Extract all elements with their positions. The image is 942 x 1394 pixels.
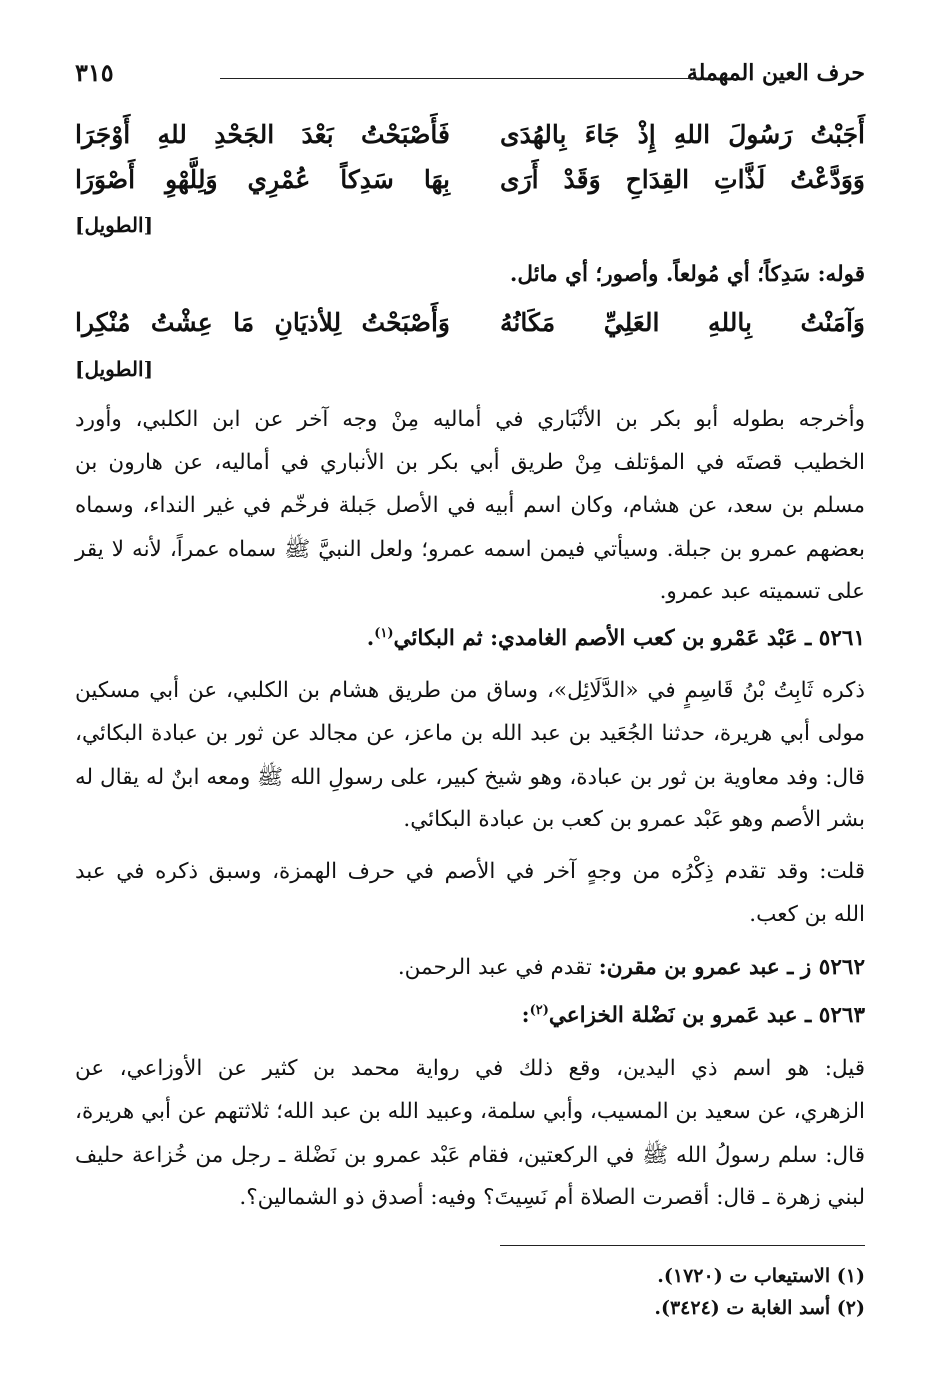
entry-heading-text: ٥٢٦١ ـ عَبْد عَمْرو بن كعب الأصم الغامدي: ثم البكائي xyxy=(393,626,865,652)
entry-heading xyxy=(75,626,865,651)
entry-heading-text: ٥٢٦٢ ز ـ عبد عمرو بن مقرن: xyxy=(598,955,865,980)
poem-verse xyxy=(75,120,865,164)
entry-heading xyxy=(75,1003,865,1028)
chapter-title: حرف العين المهملة xyxy=(686,60,865,86)
paragraph-line: لبني زهرة ـ قال: أقصرت الصلاة أم نَسِيتَ؟ وفيه: أصدق ذو الشمالين؟. xyxy=(239,1185,865,1210)
footnote-ref: (١) xyxy=(374,626,394,641)
header-rule xyxy=(220,78,700,79)
running-header xyxy=(75,58,865,92)
verse-second-hemistich: بِهَا سَدِكاً عُمْرِي وَلِلَّهْوِ أَصْوَرَا xyxy=(75,165,450,194)
paragraph-line: بعضهم عمرو بن جبلة. وسيأتي فيمن اسمه عمرو؛ ولعل النبيَّ ﷺ سماه عمراً، لأنه لا يقر xyxy=(75,537,865,562)
poem-verse xyxy=(75,308,865,352)
verse-first-hemistich: أَجَبْتُ رَسُولَ اللهِ إِذْ جَاءَ بِالهُدَى xyxy=(500,120,865,149)
paragraph-line: مولى أبي هريرة، حدثنا الجُعَيد بن عبد الله بن ماعز، عن مجالد عن ثور بن عبادة البكائي، xyxy=(75,721,865,746)
entry-text: تقدم في عبد الرحمن. xyxy=(397,955,592,980)
paragraph-line: مسلم بن سعد، عن هشام، وكان اسم أبيه في الأصل جَبلة فرخّم في غير النداء، وسماه xyxy=(75,493,865,518)
page-number: ٣١٥ xyxy=(75,58,114,87)
heading-end: : xyxy=(521,1003,530,1029)
footnote-rule xyxy=(500,1245,865,1246)
footnote: (٢) أسد الغابة ت (٣٤٢٤). xyxy=(654,1297,865,1319)
verse-first-hemistich: وَآمَنْتُ بِاللهِ العَلِيِّ مَكَانُهُ xyxy=(500,308,865,337)
paragraph-line: قال: سلم رسولُ الله ﷺ في الركعتين، فقام عَبْد عمرو بن نَضْلة ـ رجل من خُزاعة حليف xyxy=(75,1143,865,1168)
paragraph-line: قال: وفد معاوية بن ثور بن عبادة، وهو شيخ كبير، على رسولِ الله ﷺ ومعه ابنٌ له يقال له xyxy=(75,765,865,790)
poem-meter: [الطويل] xyxy=(75,357,154,381)
footnote: (١) الاستيعاب ت (١٧٢٠). xyxy=(657,1265,865,1287)
heading-end: . xyxy=(366,626,375,652)
paragraph-line: الزهري، عن سعيد بن المسيب، وأبي سلمة، وعبيد الله بن عبد الله؛ ثلاثتهم عن أبي هريرة، xyxy=(75,1099,865,1124)
entry-heading-text: ٥٢٦٣ ـ عبد عَمرو بن نَضْلة الخزاعي xyxy=(548,1003,865,1029)
gloss-line: قوله: سَدِكاً؛ أي مُولعاً. وأصور؛ أي مائل. xyxy=(509,262,865,287)
footnote-ref: (٢) xyxy=(529,1003,549,1018)
poem-verse xyxy=(75,165,865,209)
verse-second-hemistich: فَأَصْبَحْتُ بَعْدَ الجَحْدِ للهِ أَوْجَرَا xyxy=(75,120,450,149)
paragraph-line: بشر الأصم وهو عَبْد عمرو بن كعب بن عبادة البكائي. xyxy=(403,807,865,832)
paragraph-line: الخطيب قصتَه في المؤتلف مِنْ طريق أبي بكر بن الأنباري في أماليه، عن هارون بن xyxy=(75,450,865,475)
verse-first-hemistich: وَوَدَّعْتُ لَذَّاتِ القِدَاحِ وَقَدْ أَرَى xyxy=(500,165,865,194)
entry-heading xyxy=(75,955,865,980)
paragraph-line: الله بن كعب. xyxy=(749,902,865,927)
paragraph-line: ذكره ثَابِتُ بْنُ قَاسِمٍ في «الدَّلَائِل»، وساق من طريق هشام بن الكلبي، عن أبي مسكين xyxy=(75,678,865,703)
verse-second-hemistich: وَأَصْبَحْتُ لِلأذيَانِ مَا عِشْتُ مُنْكِرا xyxy=(75,308,450,337)
paragraph-line: وأخرجه بطوله أبو بكر بن الأنْبَاري في أماليه مِنْ وجه آخر عن ابن الكلبي، وأورد xyxy=(75,407,865,432)
paragraph-line: قلت: وقد تقدم ذِكْرُه من وجهٍ آخر في الأصم في حرف الهمزة، وسبق ذكره في عبد xyxy=(75,859,865,884)
paragraph-line: قيل: هو اسم ذي اليدين، وقع ذلك في رواية محمد بن كثير عن الأوزاعي، عن xyxy=(75,1056,865,1081)
paragraph-line: على تسميته عبد عمرو. xyxy=(659,579,865,604)
poem-meter: [الطويل] xyxy=(75,213,154,237)
